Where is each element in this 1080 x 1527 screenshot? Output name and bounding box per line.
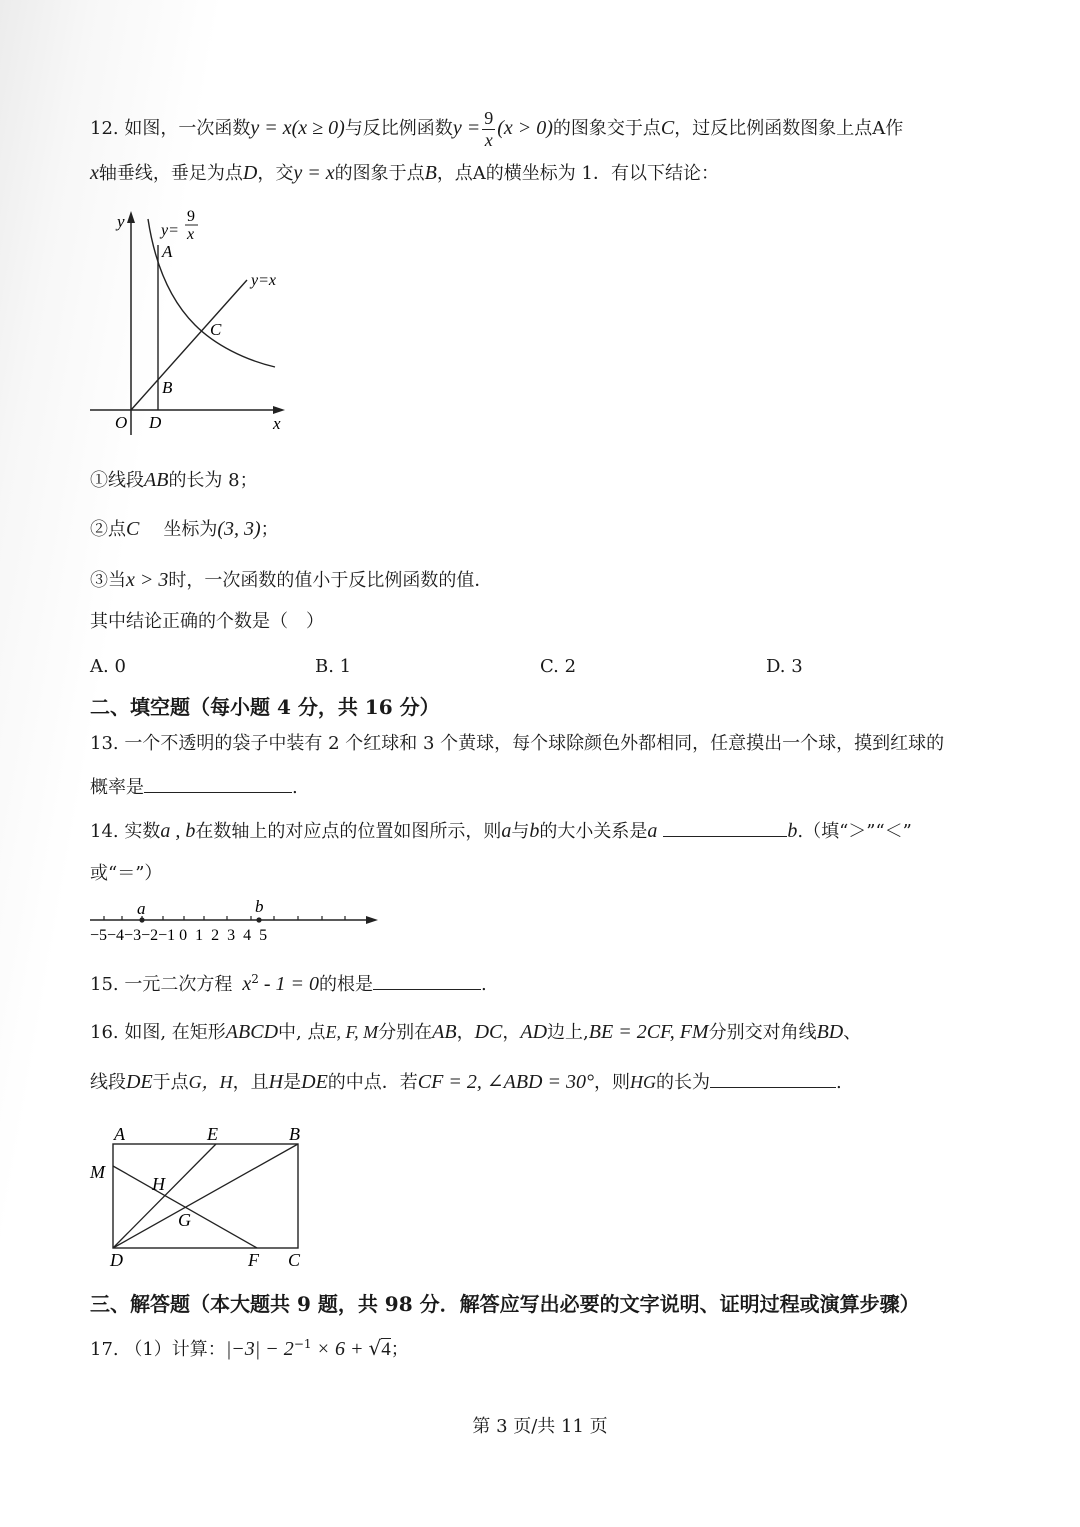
page-footer: 第 3 页/共 11 页: [472, 1416, 608, 1437]
q17-text: ；: [390, 1339, 409, 1360]
condition-cf-angle: CF = 2, ∠ABD = 30°: [417, 1071, 594, 1093]
option-b[interactable]: B. 1: [315, 656, 352, 677]
label-d: D: [149, 413, 162, 432]
curve-label-den: x: [187, 226, 195, 243]
point-d: D: [242, 162, 258, 184]
q16-text: 分别交对角线: [708, 1022, 817, 1043]
q12-line-2: [90, 161, 719, 185]
exponent-2: 2: [251, 972, 259, 986]
rect-abcd: ABCD: [225, 1021, 279, 1043]
diagonal-bd: BD: [816, 1021, 844, 1043]
q16-text: 边上,: [547, 1022, 589, 1043]
q13-line-1: 13. 一个不透明的袋子中装有 2 个红球和 3 个黄球，每个球除颜色外都相同，任意摸出一个球，摸到红球的: [90, 733, 945, 754]
q14-text: 与: [511, 821, 530, 842]
line-label: y=x: [251, 272, 276, 289]
q16-text: 16. 如图, 在矩形: [90, 1022, 226, 1043]
q14-text: .（填“＞”“＜”: [797, 821, 912, 842]
q15-text: 15. 一元二次方程: [90, 974, 233, 995]
q12-ask: 其中结论正确的个数是（ ）: [90, 611, 324, 632]
point-b: B: [424, 162, 437, 184]
q12-graph: [85, 205, 305, 440]
side-ab: AB: [432, 1021, 457, 1043]
q17-text: 17. （1）计算：: [90, 1339, 226, 1360]
q15-line: [90, 972, 487, 996]
q15-text: 的根是: [319, 974, 374, 995]
points-gh: G，H: [188, 1072, 233, 1092]
var-a: a: [647, 820, 658, 842]
q16-text: 的中点．若: [327, 1072, 418, 1093]
label-c: C: [210, 320, 222, 339]
var-a: a: [501, 820, 512, 842]
q16-text: .: [835, 1072, 842, 1093]
q14-text: 在数轴上的对应点的位置如图所示，则: [195, 821, 502, 842]
q16-text: 是: [283, 1072, 302, 1093]
inequality: x > 3: [126, 569, 169, 591]
q14-text: 14. 实数: [90, 821, 161, 842]
q16-text: 线段: [90, 1072, 126, 1093]
inverse-function-lhs: y =: [452, 117, 481, 140]
q14-answer-blank[interactable]: [663, 820, 787, 837]
x-axis-arrow-icon: [273, 406, 285, 414]
q12-text: 的图象交于点: [552, 118, 661, 140]
var-b: b: [787, 820, 798, 842]
number-line-arrow-icon: [366, 916, 378, 924]
segment-ab-label: AB: [144, 469, 169, 491]
s2-text: 坐标为: [163, 519, 218, 540]
q12-text: 轴垂线，垂足为点: [98, 163, 243, 184]
q12-text: 如图，一次函数: [124, 118, 251, 140]
s2-text: ②点: [90, 519, 126, 540]
curve-label: y=: [161, 222, 179, 239]
q15-answer-blank[interactable]: [373, 973, 481, 990]
point-c: C: [660, 117, 675, 140]
q13-answer-blank[interactable]: [144, 776, 292, 793]
axis-label-a: a: [137, 899, 146, 918]
q16-text: ，且: [232, 1072, 269, 1093]
q16-text: ，: [502, 1022, 521, 1043]
x-axis-label: x: [273, 414, 281, 433]
label-f: F: [248, 1250, 259, 1270]
q12-text: ，点A的横坐标为 1．有以下结论：: [436, 163, 719, 184]
var-x: x: [242, 973, 252, 995]
label-a: A: [114, 1124, 125, 1144]
q16-line-2: [90, 1070, 842, 1094]
diagonal-bd: [113, 1144, 298, 1248]
q16-text: 的长为: [655, 1072, 710, 1093]
q13-text: 概率是: [90, 777, 144, 798]
q16-text: 分别在: [378, 1022, 433, 1043]
line-eq: y = x: [293, 162, 335, 184]
points-efm: E, F, M: [325, 1022, 379, 1042]
point-a-dot: [139, 917, 144, 922]
fraction-numerator: 9: [484, 108, 494, 128]
q12-text: 的图象于点: [334, 163, 425, 184]
q12-text: ，过反比例函数图象上点A作: [674, 118, 904, 140]
segment-de: DE: [126, 1071, 153, 1093]
q17-line: [90, 1336, 409, 1362]
q16-answer-blank[interactable]: [710, 1071, 836, 1088]
fraction-9-over-x: [482, 108, 495, 150]
segment-hg: HG: [629, 1072, 656, 1092]
vars-a-b: a , b: [160, 820, 196, 842]
radicand: 4: [381, 1339, 391, 1360]
var-b: b: [529, 820, 540, 842]
axis-label-b: b: [255, 898, 264, 916]
sqrt-icon: √: [368, 1336, 382, 1360]
q15-text: .: [481, 974, 487, 995]
q16-text: 、: [843, 1022, 862, 1043]
q14-line-1: [90, 819, 912, 843]
label-c: C: [288, 1250, 301, 1270]
y-axis-label: y: [117, 212, 125, 231]
q12-line-1: [90, 108, 903, 150]
number-line-tick-labels: −5−4−3−2−1 0 1 2 3 4 5: [90, 927, 268, 944]
curve-label-num: 9: [187, 208, 195, 225]
expr-part-2: × 6 +: [311, 1338, 369, 1360]
option-c[interactable]: C. 2: [540, 656, 577, 677]
q16-text: 中, 点: [278, 1022, 326, 1043]
q13-line-2: 概率是 .: [90, 777, 298, 798]
coord-3-3: (3, 3): [217, 518, 261, 540]
side-ad: AD: [520, 1021, 548, 1043]
q14-text: 的大小关系是: [539, 821, 648, 842]
fraction-denominator: x: [484, 129, 493, 150]
label-b: B: [162, 378, 173, 397]
q12-number: 12.: [90, 118, 119, 140]
label-d: D: [110, 1250, 123, 1270]
section-3-heading: 三、解答题（本大题共 9 题，共 98 分．解答应写出必要的文字说明、证明过程或演算步骤）: [90, 1292, 920, 1316]
q12-text: ，交: [257, 163, 294, 184]
point-h: H: [268, 1071, 284, 1093]
q16-rectangle-figure: [86, 1120, 316, 1270]
exponent-neg-1: −1: [293, 1337, 312, 1351]
s3-text: 时，一次函数的值小于反比例函数的值．: [168, 570, 493, 591]
option-d[interactable]: D. 3: [766, 656, 803, 677]
q14-line-2: 或“＝”）: [90, 863, 163, 884]
s3-text: ③当: [90, 570, 126, 591]
s2-text: ；: [260, 519, 279, 540]
label-m: M: [90, 1162, 105, 1182]
point-c-label: C: [126, 518, 140, 540]
q16-text: ，则: [593, 1072, 630, 1093]
number-line: [88, 898, 383, 946]
linear-function: y = x(x ≥ 0): [250, 117, 345, 140]
q12-text: 与反比例函数: [344, 118, 453, 140]
label-h: H: [152, 1174, 165, 1194]
side-dc: DC: [474, 1021, 503, 1043]
point-b-dot: [256, 917, 261, 922]
s1-text: ①线段: [90, 470, 144, 491]
line-y-equals-x: [131, 280, 247, 410]
q16-text: ，: [456, 1022, 475, 1043]
option-a[interactable]: A. 0: [90, 656, 126, 677]
var-x: x: [90, 162, 99, 184]
q16-text: 于点: [152, 1072, 189, 1093]
q16-line-1: [90, 1020, 861, 1044]
section-2-heading: 二、填空题（每小题 4 分，共 16 分）: [90, 695, 440, 719]
origin-label: O: [115, 413, 128, 432]
q12-statement-2: [90, 517, 279, 541]
q12-statement-3: [90, 568, 492, 592]
q12-statement-1: [90, 468, 258, 492]
label-g: G: [178, 1210, 191, 1230]
equation-rest: - 1 = 0: [258, 973, 320, 995]
expr-part-1: |−3| − 2: [225, 1338, 294, 1360]
inverse-function-domain: (x > 0): [497, 117, 553, 140]
segment-de: DE: [301, 1071, 328, 1093]
s1-text: 的长为 8；: [168, 470, 258, 491]
label-a: A: [162, 242, 173, 261]
label-b: B: [289, 1124, 300, 1144]
condition-be-cf: BE = 2CF, FM: [588, 1021, 709, 1043]
y-axis-arrow-icon: [127, 211, 135, 223]
label-e: E: [207, 1124, 218, 1144]
